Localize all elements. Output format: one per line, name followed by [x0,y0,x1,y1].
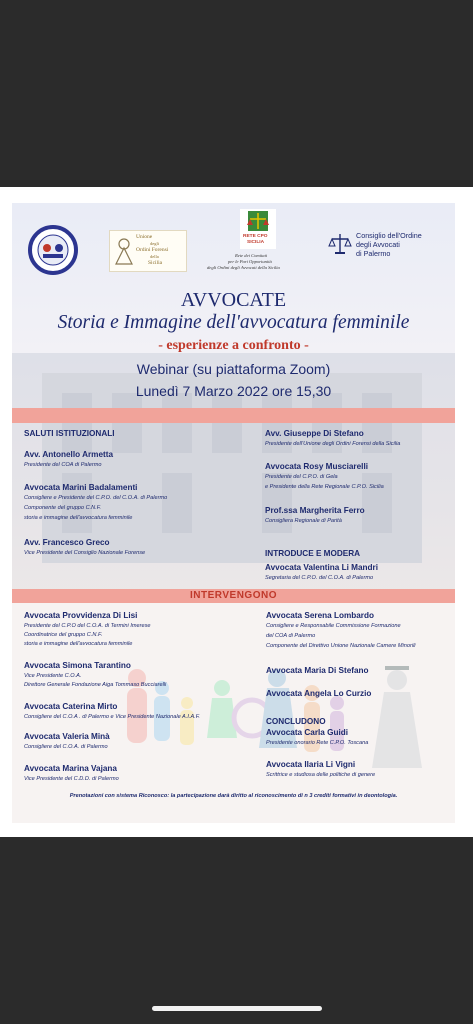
divider-band-top [12,408,455,423]
coa-palermo-logo [328,232,352,256]
concluding-0-name: Avvocata Carla Guidi [266,728,349,737]
footer-note: Prenotazioni con sistema Riconosco: la partecipazione darà diritto al riconoscimento di n 3 crediti formativi in deontologia. [69,793,398,799]
saluti-left-2-role-0: Vice Presidente del Consiglio Nazionale Forense [24,550,146,556]
moderator-role-0: Segretaria del C.P.O. del C.O.A. di Palermo [265,575,374,581]
saluti-right-1-name: Avvocata Rosy Musciarelli [265,462,368,471]
saluti-right-1-role-0: Presidente del C.P.O. di Gela [265,474,338,480]
unione-line-1: Unione [136,234,153,240]
rete-caption-3: degli Ordini degli Avvocati della Sicilia [207,265,280,270]
moderator-heading: INTRODUCE E MODERA [265,549,361,558]
saluti-right-2-role-0: Consigliera Regionale di Parità [265,518,342,524]
interventi-right-0-role-1: del COA di Palermo [266,633,316,639]
interventi-right-1-name: Avvocata Maria Di Stefano [266,666,369,675]
top-dark-bar [0,0,473,187]
rete-cpo-sicilia-logo [240,209,276,249]
interventi-left-4-role-0: Vice Presidente del C.D.D. di Palermo [24,776,119,782]
webinar-line: Webinar (su piattaforma Zoom) [136,361,331,377]
interventi-left-2-name: Avvocata Caterina Mirto [24,702,118,711]
saluti-right-2-name: Prof.ssa Margherita Ferro [265,506,365,515]
interventi-left-1-role-1: Direttore Generale Fondazione Aiga Tommaso Bucciarelli [24,682,167,688]
concluding-heading: CONCLUDONO [266,717,326,726]
unione-line-3: Ordini Forensi [136,247,169,253]
rete-caption-1: Rete dei Comitati [235,253,268,258]
saluti-right-0-role-0: Presidente dell'Unione degli Ordini Forensi della Sicilia [265,441,401,447]
coa-line-2: degli Avvocati [356,240,400,249]
moderator-name: Avvocata Valentina Li Mandri [265,563,378,572]
interventi-right-2-name: Avvocata Angela Lo Curzio [266,689,372,698]
interventi-left-3-role-0: Consigliere del C.O.A. di Palermo [24,744,108,750]
saluti-left-0-name: Avv. Antonello Armetta [24,450,114,459]
interventi-left-1-name: Avvocata Simona Tarantino [24,661,131,670]
interventi-right-0-role-2: Componente del Direttivo Unione Nazionale Camere Minorili [266,643,416,649]
unione-line-2: degli [150,241,159,246]
poster-title: AVVOCATE [180,289,287,311]
bottom-dark-bar [0,837,473,1024]
concluding-0-role-0: Presidente onorario Rete C.P.O. Toscana [266,740,369,746]
concluding-1-name: Avvocata Ilaria Li Vigni [266,760,356,769]
coa-line-1: Consiglio dell'Ordine [356,231,422,240]
rete-caption-2: per le Pari Opportunità [228,259,272,264]
interventi-left-0-name: Avvocata Provvidenza Di Lisi [24,611,138,620]
interventi-right-0-role-0: Consigliere e Responsabile Commissione Formazione [266,623,401,629]
home-indicator[interactable] [152,1006,322,1011]
image-sheet [0,187,473,837]
saluti-right-1-role-1: e Presidente della Rete Regionale C.P.O. Sicilia [265,484,384,490]
interventi-left-4-name: Avvocata Marina Vajana [24,764,117,773]
concluding-1-role-0: Scrittrice e studiosa delle politiche di genere [266,772,376,778]
interventi-left-0-role-0: Presidente del C.P.O del C.O.A. di Termini Imerese [24,623,151,629]
rete-line-1: RETE CPO [243,234,268,239]
poster-subtitle: Storia e Immagine dell'avvocatura femminile [57,312,410,333]
unione-line-5: Sicilia [148,260,163,266]
intervengono-heading: INTERVENGONO [190,590,277,601]
saluti-left-2-name: Avv. Francesco Greco [24,538,110,547]
saluti-left-1-role-1: Componente del gruppo C.N.F. [24,505,102,511]
interventi-right-0-name: Avvocata Serena Lombardo [266,611,374,620]
unione-line-4: della [150,254,159,259]
cpo-palermo-logo [28,225,78,275]
poster-tagline: - esperienze a confronto - [158,338,309,353]
coa-line-3: di Palermo [356,249,391,258]
interventi-left-3-name: Avvocata Valeria Minà [24,732,110,741]
interventi-left-1-role-0: Vice Presidente C.O.A. [24,673,82,679]
event-poster [12,203,455,823]
interventi-left-2-role-0: Consigliere del C.O.A . di Palermo e Vice Presidente Nazionale A.I.A.F. [24,714,200,720]
saluti-left-1-role-2: storia e immagine dell'avvocatura femminile [24,515,133,521]
saluti-left-1-role-0: Consigliere e Presidente del C.P.O. del C.O.A. di Palermo [24,495,168,501]
interventi-left-0-role-2: storia e immagine dell'avvocatura femminile [24,641,133,647]
saluti-heading: SALUTI ISTITUZIONALI [24,429,115,438]
saluti-left-0-role-0: Presidente del COA di Palermo [24,462,102,468]
unione-ordini-forensi-logo [109,230,187,272]
date-line: Lunedì 7 Marzo 2022 ore 15,30 [135,383,332,399]
rete-line-2: SICILIA [247,240,265,245]
saluti-left-1-name: Avvocata Marini Badalamenti [24,483,138,492]
saluti-right-0-name: Avv. Giuseppe Di Stefano [265,429,364,438]
interventi-left-0-role-1: Coordinatrice del gruppo C.N.F. [24,632,103,638]
